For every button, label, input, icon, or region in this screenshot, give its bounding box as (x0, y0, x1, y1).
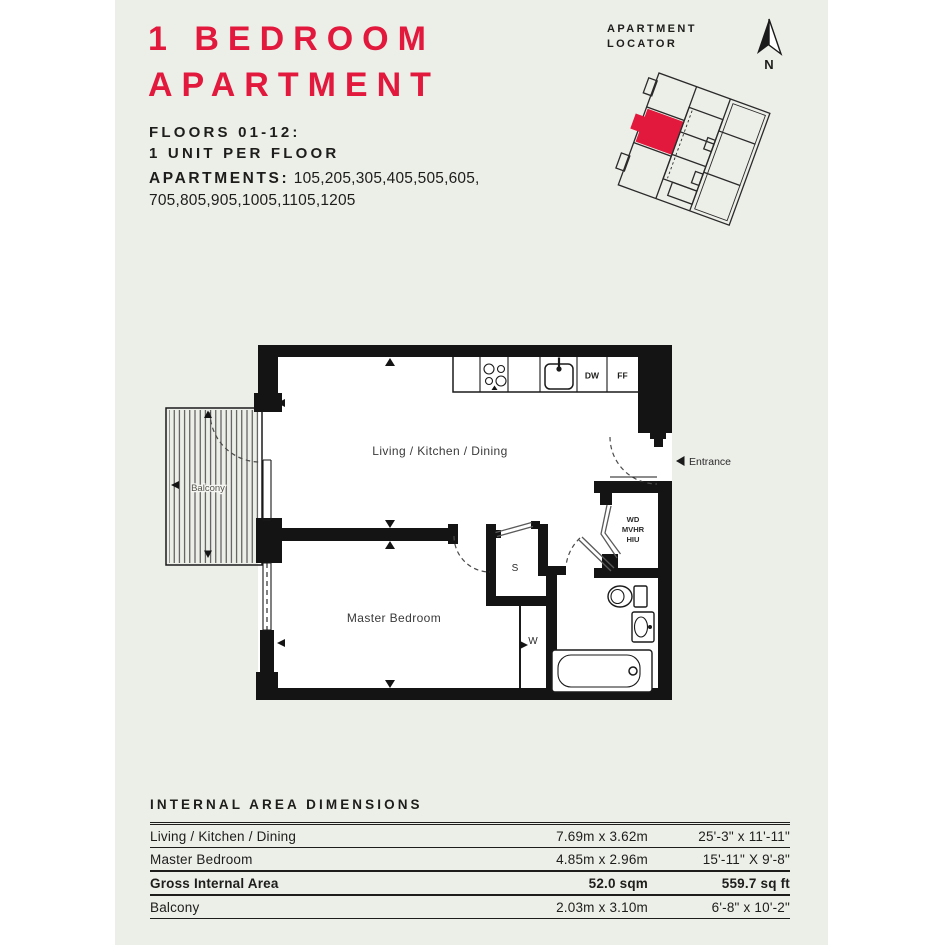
floors-line1: FLOORS 01-12: (149, 124, 301, 141)
entrance-callout (676, 456, 731, 468)
entrance-arrow-icon (676, 456, 685, 466)
apartments-info (149, 168, 619, 212)
compass-arrow-filled-half (757, 19, 769, 54)
row-metric: 2.03m x 3.10m (556, 899, 648, 915)
table-row-gross-area (150, 872, 790, 896)
fridge-freezer-label: FF (617, 370, 628, 381)
row-metric: 7.69m x 3.62m (556, 828, 648, 844)
building-outline (618, 73, 770, 225)
apartments-label: APARTMENTS: (149, 170, 290, 187)
row-name: Balcony (150, 899, 200, 915)
utility-line-mvhr: MVHR (621, 525, 645, 534)
title-line1: 1 BEDROOM (148, 20, 435, 58)
compass-north-label: N (764, 57, 774, 72)
toilet-icon (608, 586, 647, 607)
wall-line (719, 131, 756, 144)
locator-label-line2: LOCATOR (607, 38, 678, 50)
row-name: Master Bedroom (150, 851, 253, 867)
floors-info (149, 122, 339, 164)
table-row-balcony (150, 896, 790, 919)
table-row-living (150, 825, 790, 848)
balcony-label: Balcony (191, 483, 225, 494)
apartment-locator-map (595, 60, 795, 235)
row-imperial: 15'-11" X 9'-8" (702, 851, 790, 867)
living-room-label: Living / Kitchen / Dining (372, 444, 508, 458)
title-line2: APARTMENT (148, 66, 440, 104)
bathtub-icon (552, 650, 652, 692)
entrance-label: Entrance (689, 456, 732, 468)
floors-line2: 1 UNIT PER FLOOR (149, 145, 340, 162)
apartments-numbers-line1: 105,205,305,405,505,605, (289, 170, 480, 187)
row-metric: 52.0 sqm (588, 875, 648, 891)
building-footprint (611, 70, 770, 225)
apartments-numbers-line2: 705,805,905,1005,1105,1205 (149, 192, 356, 209)
balcony-tab (616, 153, 630, 171)
utility-line-wd: WD (626, 515, 640, 524)
page-title (148, 16, 440, 108)
table-row-bedroom (150, 848, 790, 872)
row-imperial: 559.7 sq ft (721, 875, 790, 891)
wardrobe-label: W (528, 636, 538, 647)
dishwasher-label: DW (584, 370, 600, 381)
balcony-tab (643, 78, 657, 96)
row-imperial: 6'-8" x 10'-2" (711, 899, 790, 915)
core-lower-block (668, 182, 697, 204)
row-imperial: 25'-3" x 11'-11" (698, 828, 790, 844)
highlighted-unit (636, 109, 684, 155)
basin-icon (632, 612, 654, 642)
dimensions-table-title: INTERNAL AREA DIMENSIONS (150, 797, 423, 812)
utility-line-hiu: HIU (626, 535, 640, 544)
recess-tab (691, 171, 703, 185)
terrace-double-line (695, 104, 766, 221)
master-bedroom-label: Master Bedroom (346, 611, 442, 625)
apartment-interior (258, 345, 672, 700)
wall-line (704, 172, 741, 185)
storage-label: S (511, 563, 519, 574)
locator-label-line1: APARTMENT (607, 23, 697, 35)
apartment-locator-label (607, 22, 697, 52)
dimensions-table (150, 822, 790, 919)
floor-plan (160, 335, 750, 720)
recess-tab (704, 138, 716, 152)
wall-line (672, 154, 706, 166)
row-metric: 4.85m x 2.96m (556, 851, 648, 867)
row-name: Living / Kitchen / Dining (150, 828, 297, 844)
compass-arrow-outline-half (769, 19, 781, 54)
row-name: Gross Internal Area (150, 875, 279, 891)
